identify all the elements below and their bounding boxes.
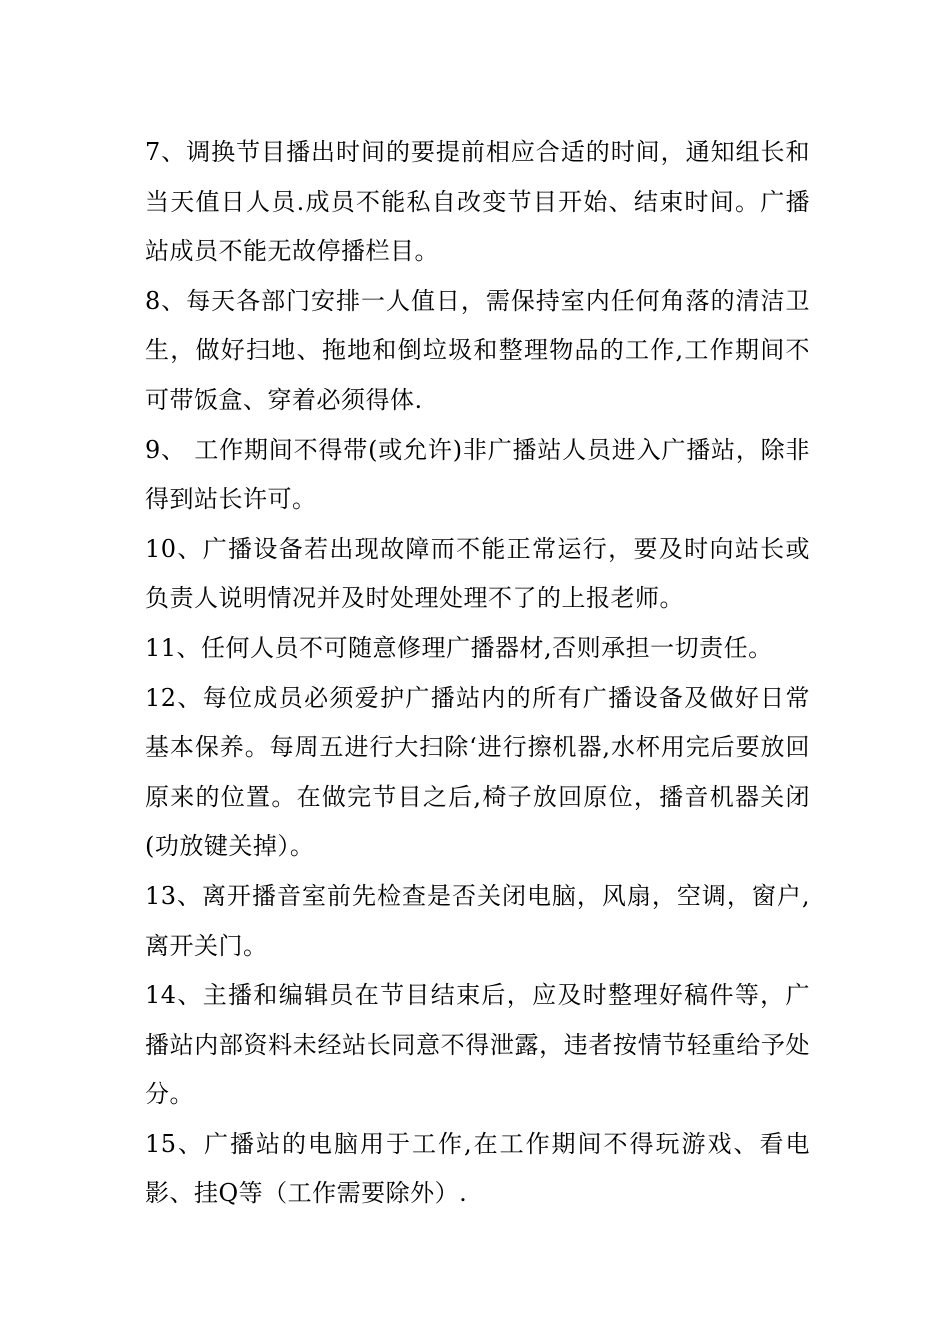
rule-item-8: 8、每天各部门安排一人值日，需保持室内任何角落的清洁卫生，做好扫地、拖地和倒垃圾和整理物品的工作,工作期间不可带饭盒、穿着必须得体. bbox=[145, 286, 810, 414]
rule-item-15: 15、广播站的电脑用于工作,在工作期间不得玩游戏、看电影、挂Q等（工作需要除外）. bbox=[145, 1129, 810, 1208]
document-body bbox=[145, 128, 810, 1219]
rule-item-14: 14、主播和编辑员在节目结束后，应及时整理好稿件等，广播站内部资料未经站长同意不得泄露，违者按情节轻重给予处分。 bbox=[145, 981, 810, 1109]
rule-item-11: 11、任何人员不可随意修理广播器材,否则承担一切责任。 bbox=[145, 633, 773, 662]
rule-item-9: 9、 工作期间不得带(或允许)非广播站人员进入广播站，除非得到站长许可。 bbox=[145, 435, 810, 514]
rule-item-7: 7、调换节目播出时间的要提前相应合适的时间，通知组长和当天值日人员.成员不能私自改变节目开始、结束时间。广播站成员不能无故停播栏目。 bbox=[145, 138, 810, 266]
rule-item-12: 12、每位成员必须爱护广播站内的所有广播设备及做好日常基本保养。每周五进行大扫除‘进行擦机器,水杯用完后要放回原来的位置。在做完节目之后,椅子放回原位，播音机器关闭(功放键关掉）。 bbox=[145, 683, 810, 861]
rule-item-10: 10、广播设备若出现故障而不能正常运行，要及时向站长或负责人说明情况并及时处理处理不了的上报老师。 bbox=[145, 534, 810, 613]
rule-item-13: 13、离开播音室前先检查是否关闭电脑，风扇，空调，窗户,离开关门。 bbox=[145, 881, 810, 960]
